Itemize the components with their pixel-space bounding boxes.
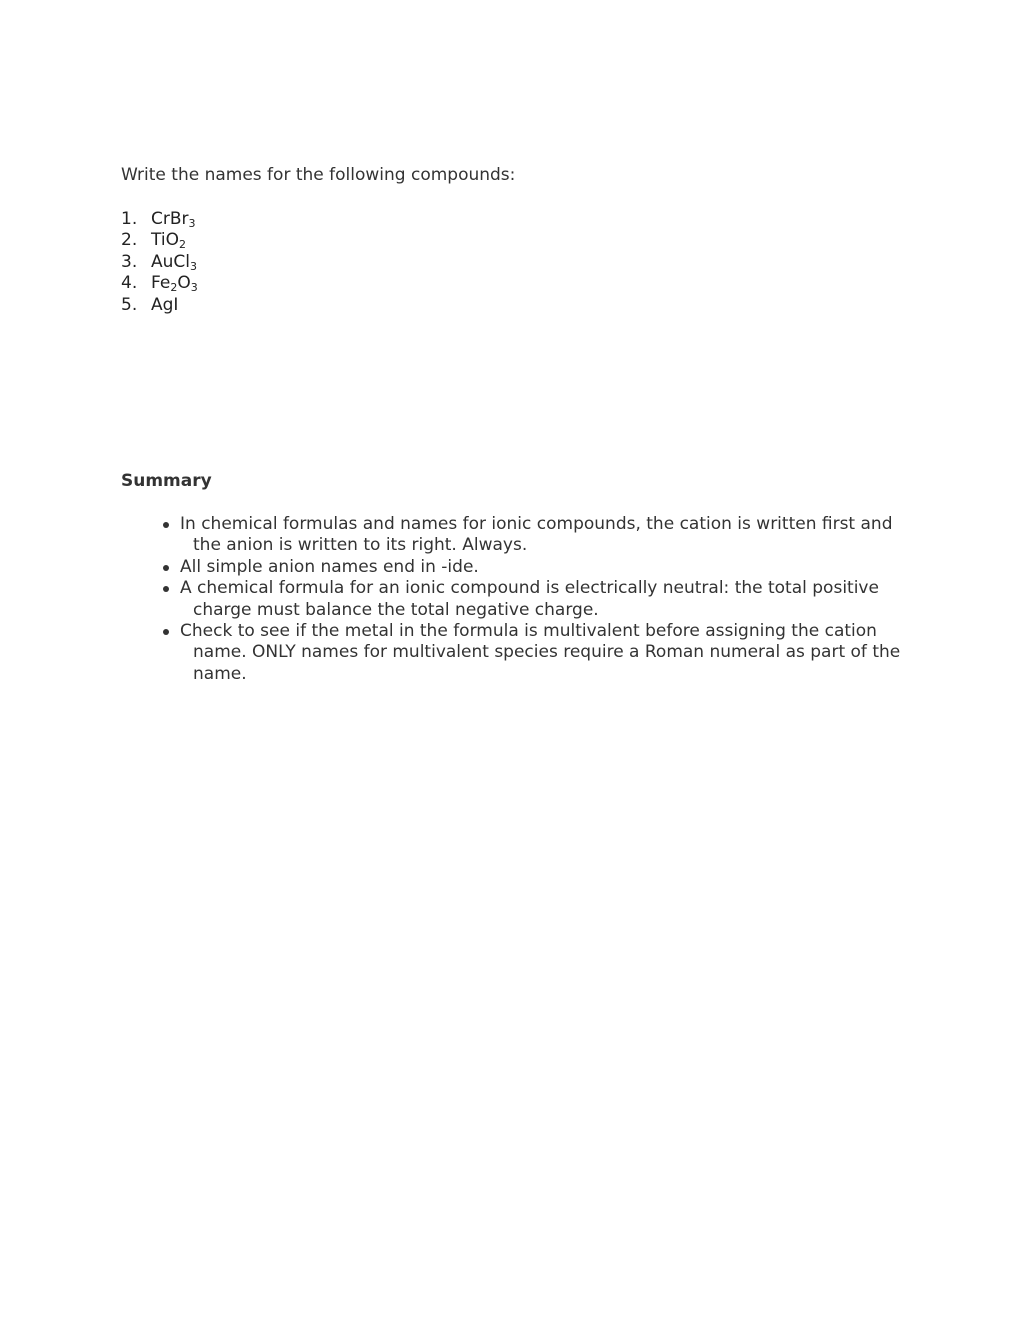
summary-heading: Summary bbox=[121, 471, 212, 491]
bullet-icon bbox=[163, 586, 169, 592]
summary-item: A chemical formula for an ionic compound is electrically neutral: the total positive charge must balance the total negative charge. bbox=[163, 578, 903, 621]
compound-number: 5. bbox=[121, 294, 138, 315]
compound-formula: AgI bbox=[151, 294, 179, 315]
compound-formula: CrBr$_3$ bbox=[151, 209, 196, 230]
compound-number: 4. bbox=[121, 273, 138, 294]
summary-item: In chemical formulas and names for ionic compounds, the cation is written first and the anion is written to its right. Always. bbox=[163, 514, 903, 557]
intro-text: Write the names for the following compounds: bbox=[121, 165, 516, 185]
compound-item bbox=[121, 295, 198, 316]
bullet-icon bbox=[163, 565, 169, 571]
compound-item bbox=[121, 230, 198, 251]
compound-item bbox=[121, 209, 198, 230]
summary-item: All simple anion names end in -ide. bbox=[163, 557, 903, 578]
summary-list bbox=[163, 514, 903, 685]
bullet-icon bbox=[163, 629, 169, 635]
compound-number: 1. bbox=[121, 209, 138, 229]
compound-number: 3. bbox=[121, 251, 138, 272]
compound-item bbox=[121, 273, 198, 294]
compound-list bbox=[121, 209, 198, 316]
compound-item bbox=[121, 252, 198, 273]
bullet-icon bbox=[163, 522, 169, 528]
compound-formula: $Fe_2O_3$ bbox=[151, 273, 198, 295]
compound-formula: TiO$_2$ bbox=[151, 230, 186, 252]
compound-formula: AuCl$_3$ bbox=[151, 251, 197, 273]
compound-number: 2. bbox=[121, 230, 138, 251]
summary-item: Check to see if the metal in the formula is multivalent before assigning the cation name. ONLY names for multivalent species require a Roman numeral as part of the name. bbox=[163, 621, 903, 685]
